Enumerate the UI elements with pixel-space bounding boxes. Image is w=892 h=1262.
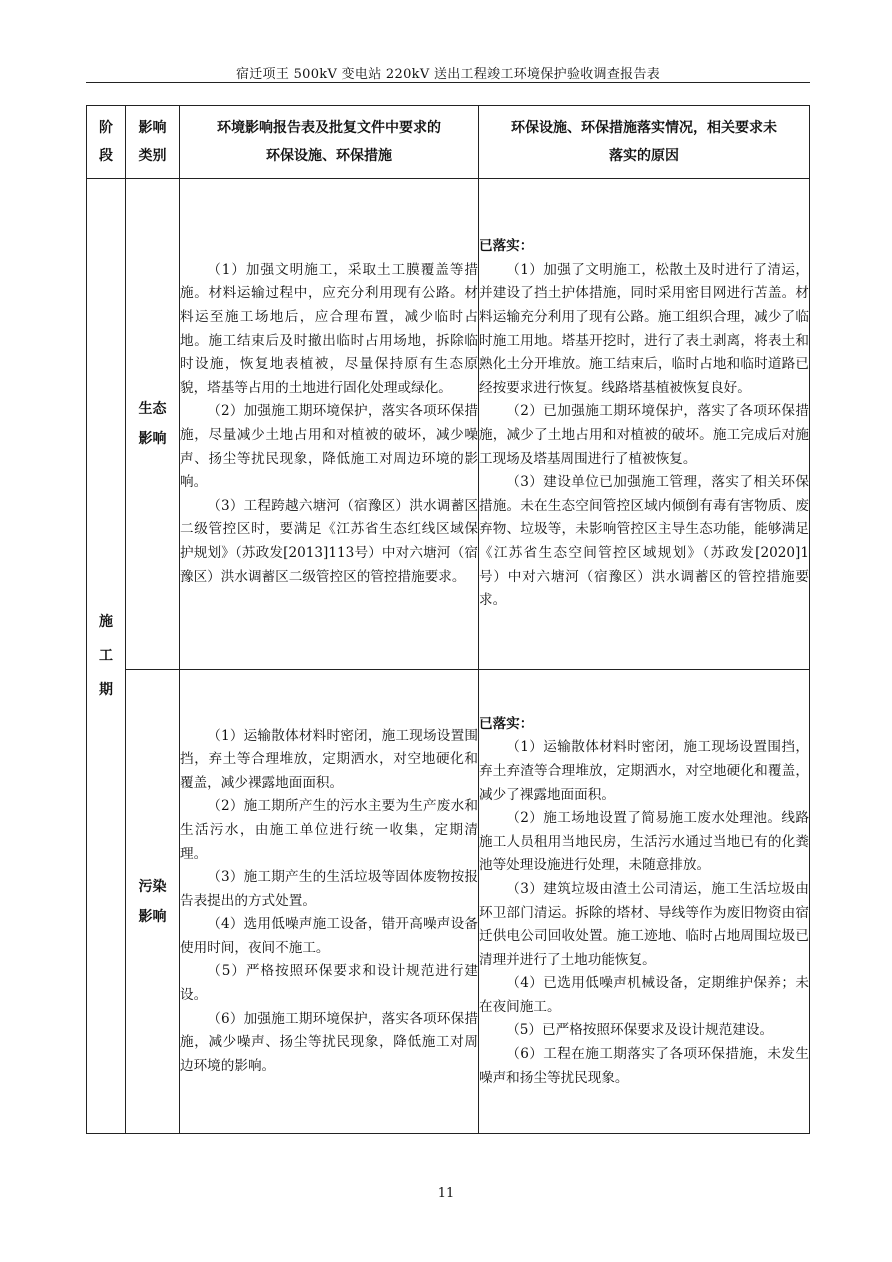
implemented-label: 已落实： (479, 715, 534, 732)
table-row-pollution-impact (87, 670, 810, 1134)
category-pollution: 污染 影响 (126, 670, 180, 1134)
implementation-item: （3）建筑垃圾由渣土公司清运，施工生活垃圾由环卫部门清运。拆除的塔材、导线等作为废旧物资由宿迁供电公司回收处置。施工迹地、临时占地周围垃圾已清理并进行了土地功能恢复。 (479, 880, 809, 968)
requirement-item: （3）施工期产生的生活垃圾等固体废物按报告表提出的方式处置。 (180, 869, 478, 909)
implemented-label: 已落实： (479, 238, 534, 255)
implementation-item: （1）加强了文明施工，松散土及时进行了清运，并建设了挡土护体措施，同时采用密目网进行苫盖。材料运输充分利用了现有公路。施工组织合理，减少了临时施工用地。塔基开挖时，进行了表土剥离，将表土和熟化土分开堆放。施工结束后，临时占地和临时道路已经按要求进行恢复。线路塔基植被恢复良好。 (479, 261, 809, 396)
acceptance-survey-table (86, 105, 810, 1134)
implementation-item: （2）施工场地设置了简易施工废水处理池。线路施工人员租用当地民房，生活污水通过当地已有的化粪池等处理设施进行处理，未随意排放。 (479, 810, 809, 874)
page-number: 11 (437, 1186, 455, 1201)
table-header-row (87, 106, 810, 179)
implementation-item: （6）工程在施工期落实了各项环保措施，未发生噪声和扬尘等扰民现象。 (479, 1046, 809, 1086)
requirement-item: （5）严格按照环保要求和设计规范进行建设。 (180, 963, 478, 1004)
requirement-item: （2）加强施工期环境保护，落实各项环保措施，尽量减少土地占用和对植被的破坏，减少噪声、扬尘等扰民现象，降低施工对周边环境的影响。 (180, 403, 478, 491)
category-ecological: 生态 影响 (126, 179, 180, 670)
pollution-implementation (479, 670, 810, 1134)
header-divider (86, 82, 810, 83)
requirement-item: （2）施工期所产生的污水主要为生产废水和生活污水，由施工单位进行统一收集，定期清理。 (180, 798, 478, 862)
ecological-implementation (479, 179, 810, 670)
pollution-requirements (180, 670, 479, 1134)
implementation-item: （2）已加强施工期环境保护，落实了各项环保措施，减少了土地占用和对植被的破坏。施工完成后对施工现场及塔基周围进行了植被恢复。 (479, 403, 809, 467)
requirement-item: （1）加强文明施工，采取土工膜覆盖等措施。材料运输过程中，应充分利用现有公路。材料运至施工场地后，应合理布置，减少临时占地。施工结束后及时撤出临时占用场地，拆除临时设施，恢复地表植被，尽量保持原有生态原貌，塔基等占用的土地进行固化处理或绿化。 (180, 261, 478, 396)
page-header-title: 宿迁项王 500kV 变电站 220kV 送出工程竣工环境保护验收调查报告表 (235, 67, 661, 82)
ecological-requirements (180, 179, 479, 670)
requirement-item: （6）加强施工期环境保护，落实各项环保措施，减少噪声、扬尘等扰民现象，降低施工对周边环境的影响。 (180, 1010, 478, 1074)
header-implementation-status: 环保设施、环保措施落实情况，相关要求未 落实的原因 (479, 106, 810, 179)
header-required-measures: 环境影响报告表及批复文件中要求的 环保设施、环保措施 (180, 106, 479, 179)
requirement-item: （3）工程跨越六塘河（宿豫区）洪水调蓄区二级管控区时，要满足《江苏省生态红线区域保护规划》（苏政发[2013]113号）中对六塘河（宿豫区）洪水调蓄区二级管控区的管控措施要求。 (180, 497, 478, 585)
implementation-item: （1）运输散体材料时密闭，施工现场设置围挡，弃土弃渣等合理堆放，定期洒水，对空地硬化和覆盖，减少了裸露地面面积。 (479, 739, 809, 803)
header-impact-category: 影响 类别 (126, 106, 180, 179)
implementation-item: （4）已选用低噪声机械设备，定期维护保养；未在夜间施工。 (479, 975, 809, 1015)
table-row-ecological-impact (87, 179, 810, 670)
stage-construction-period: 施 工 期 (87, 179, 126, 1134)
implementation-item: （5）已严格按照环保要求及设计规范建设。 (506, 1022, 774, 1039)
requirement-item: （4）选用低噪声施工设备，错开高噪声设备使用时间，夜间不施工。 (180, 916, 478, 956)
implementation-item: （3）建设单位已加强施工管理，落实了相关环保措施。未在生态空间管控区域内倾倒有毒有害物质、废弃物、垃圾等，未影响管控区主导生态功能，能够满足《江苏省生态空间管控区域规划》（苏政发[2020]1 号）中对六塘河（宿豫区）洪水调蓄区的管控措施要求。 (479, 474, 809, 609)
header-stage: 阶 段 (87, 106, 126, 179)
requirement-item: （1）运输散体材料时密闭，施工现场设置围挡，弃土等合理堆放，定期洒水，对空地硬化和覆盖，减少裸露地面面积。 (180, 727, 478, 791)
